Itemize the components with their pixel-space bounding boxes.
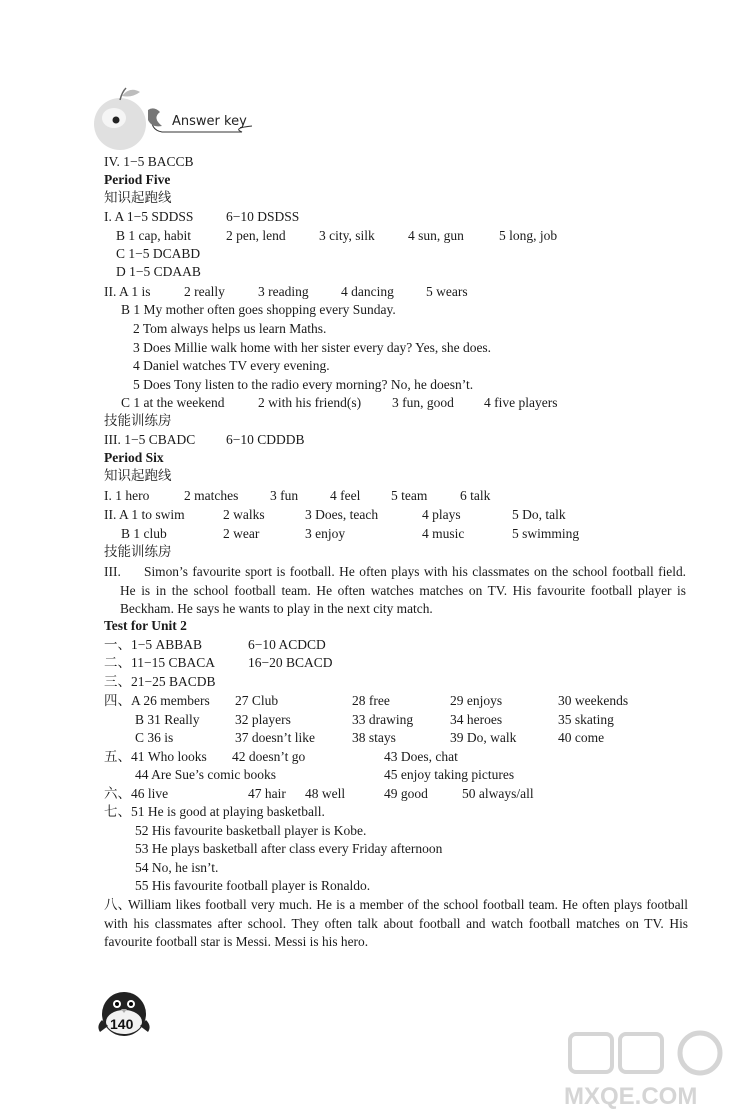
answer-item: C 1 at the weekend: [121, 395, 225, 410]
answer-item: 43 Does, chat: [384, 749, 458, 764]
answer-sentence: 55 His favourite football player is Ronaldo.: [135, 878, 371, 893]
answer-item: 2 pen, lend: [226, 228, 286, 243]
answer-item: 4 sun, gun: [408, 228, 464, 243]
answer-item: 2 wear: [223, 526, 260, 541]
answer-item: 4 plays: [422, 507, 461, 522]
page-number: 140: [110, 1016, 134, 1032]
paragraph-answer: William likes football very much. He is a member of the school football team. He often plays football with his classmates after school. They often talk about football and watch football matches on TV. His favourite football star is Messi. Messi is his hero.: [104, 897, 688, 950]
answer-item: 2 matches: [184, 488, 239, 503]
answer-item: B 31 Really: [135, 712, 200, 727]
answer-sentence: 七、51 He is good at playing basketball.: [104, 804, 325, 819]
line-iv: IV. 1−5 BACCB: [104, 154, 194, 169]
answer-item: 34 heroes: [450, 712, 503, 727]
answer-line: 6−10 DSDSS: [226, 209, 300, 224]
answer-item: 4 feel: [330, 488, 361, 503]
section-zhishi: 知识起跑线: [104, 190, 172, 205]
answer-line: 6−10 ACDCD: [248, 637, 326, 652]
paragraph-label: III.: [104, 564, 121, 579]
answer-item: 四、A 26 members: [104, 693, 210, 708]
answer-item: 3 fun: [270, 488, 299, 503]
answer-item: 42 doesn’t go: [232, 749, 306, 764]
watermark-logo-icon: [560, 1030, 740, 1110]
answer-item: I. 1 hero: [104, 488, 150, 503]
answer-item: 45 enjoy taking pictures: [384, 767, 515, 782]
answer-item: 3 city, silk: [319, 228, 375, 243]
answer-line: 6−10 CDDDB: [226, 432, 305, 447]
answer-item: 49 good: [384, 786, 428, 801]
section-jineng: 技能训练房: [104, 544, 172, 559]
answer-item: 5 swimming: [512, 526, 580, 541]
answer-sentence: 3 Does Millie walk home with her sister every day? Yes, she does.: [133, 340, 492, 355]
answer-item: 3 fun, good: [392, 395, 454, 410]
answer-item: 3 Does, teach: [305, 507, 379, 522]
answer-item: 6 talk: [460, 488, 491, 503]
answer-line: III. 1−5 CBADC: [104, 432, 196, 447]
answer-item: 38 stays: [352, 730, 396, 745]
answer-item: 4 five players: [484, 395, 558, 410]
answer-item: 5 wears: [426, 284, 468, 299]
answer-item: 4 dancing: [341, 284, 394, 299]
paragraph-label: 八、: [104, 897, 131, 912]
answer-item: 4 music: [422, 526, 465, 541]
answer-sentence: B 1 My mother often goes shopping every Sunday.: [121, 302, 396, 317]
answer-item: 28 free: [352, 693, 390, 708]
watermark-text: MXQE.COM: [564, 1083, 698, 1110]
answer-line: 二、11−15 CBACA: [104, 655, 215, 670]
answer-item: 44 Are Sue’s comic books: [135, 767, 276, 782]
answer-line: D 1−5 CDAAB: [116, 264, 201, 279]
answer-item: 32 players: [235, 712, 291, 727]
answer-item: 六、46 live: [104, 786, 169, 801]
answer-item: 2 really: [184, 284, 225, 299]
answer-line: 一、1−5 ABBAB: [104, 637, 203, 652]
answer-item: B 1 cap, habit: [116, 228, 191, 243]
answer-item: 39 Do, walk: [450, 730, 517, 745]
answer-item: B 1 club: [121, 526, 167, 541]
answer-item: II. A 1 to swim: [104, 507, 185, 522]
answer-item: 50 always/all: [462, 786, 534, 801]
heading-test-unit-2: Test for Unit 2: [104, 618, 187, 633]
answer-sentence: 52 His favourite basketball player is Kobe.: [135, 823, 367, 838]
heading-period-five: Period Five: [104, 172, 171, 187]
answer-sentence: 5 Does Tony listen to the radio every morning? No, he doesn’t.: [133, 377, 474, 392]
answer-line: I. A 1−5 SDDSS: [104, 209, 194, 224]
answer-item: 48 well: [305, 786, 346, 801]
answer-item: C 36 is: [135, 730, 174, 745]
answer-item: 2 walks: [223, 507, 265, 522]
heading-period-six: Period Six: [104, 450, 164, 465]
answer-item: 27 Club: [235, 693, 279, 708]
answer-item: II. A 1 is: [104, 284, 151, 299]
section-zhishi: 知识起跑线: [104, 468, 172, 483]
answer-item: 47 hair: [248, 786, 286, 801]
answer-item: 3 enjoy: [305, 526, 346, 541]
answer-item: 35 skating: [558, 712, 614, 727]
answer-line: 16−20 BCACD: [248, 655, 333, 670]
header-title: Answer key: [172, 114, 247, 129]
paragraph-answer: Simon’s favourite sport is football. He often plays with his classmates on the school football field. He is in the school football team. He often watches matches on TV. His favourite football player is Beckham. He says he wants to play in the next city match.: [120, 564, 686, 617]
answer-item: 30 weekends: [558, 693, 629, 708]
answer-item: 37 doesn’t like: [235, 730, 315, 745]
answer-item: 5 Do, talk: [512, 507, 566, 522]
answer-sentence: 2 Tom always helps us learn Maths.: [133, 321, 327, 336]
section-jineng: 技能训练房: [104, 413, 172, 428]
answer-line: 三、21−25 BACDB: [104, 674, 216, 689]
answer-sentence: 4 Daniel watches TV every evening.: [133, 358, 330, 373]
answer-item: 五、41 Who looks: [104, 749, 207, 764]
answer-line: C 1−5 DCABD: [116, 246, 201, 261]
answer-item: 33 drawing: [352, 712, 414, 727]
answer-item: 3 reading: [258, 284, 309, 299]
answer-item: 5 team: [391, 488, 428, 503]
answer-sentence: 54 No, he isn’t.: [135, 860, 219, 875]
answer-item: 29 enjoys: [450, 693, 503, 708]
answer-sentence: 53 He plays basketball after class every Friday afternoon: [135, 841, 443, 856]
answer-item: 5 long, job: [499, 228, 558, 243]
answer-item: 2 with his friend(s): [258, 395, 362, 410]
answer-item: 40 come: [558, 730, 605, 745]
